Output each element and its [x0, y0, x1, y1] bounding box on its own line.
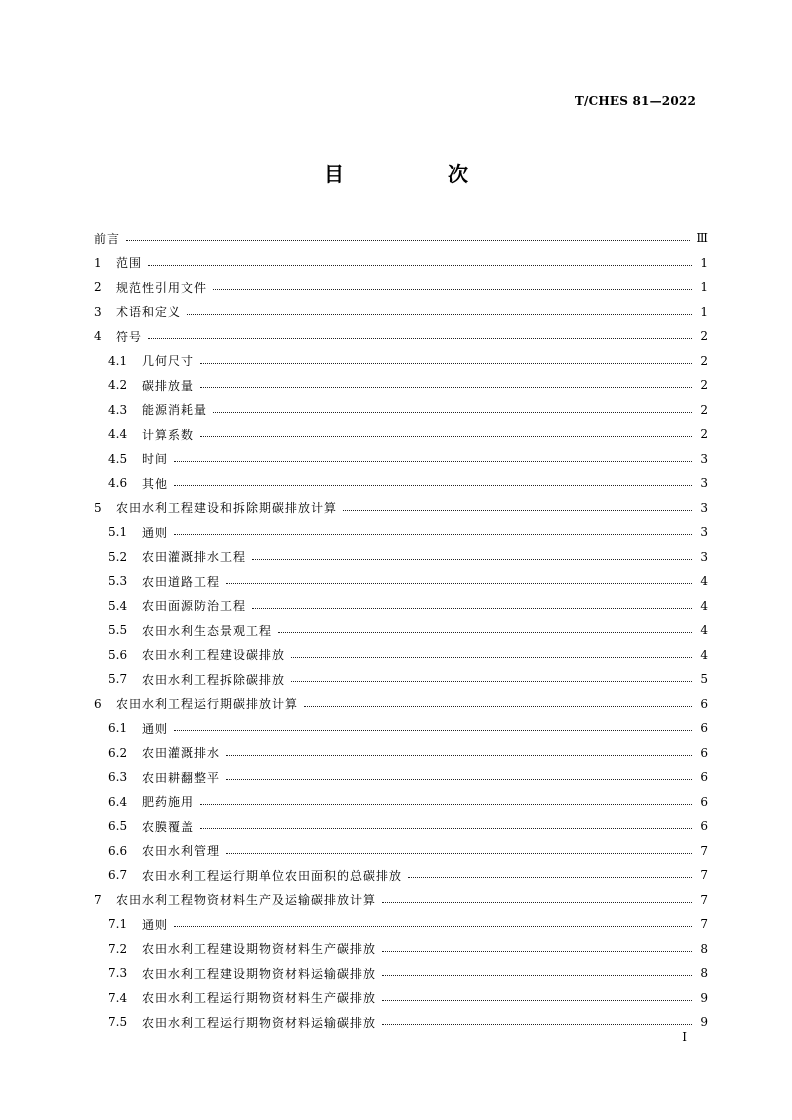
toc-entry[interactable]: [94, 643, 708, 668]
toc-dot-leader: [200, 803, 692, 805]
toc-entry[interactable]: [94, 422, 708, 447]
toc-entry-number: 6.4: [108, 794, 128, 809]
toc-entry-title: 肥药施用: [142, 795, 195, 810]
toc-entry-number: 6.1: [108, 721, 128, 736]
toc-entry-title: 其他: [142, 476, 169, 491]
toc-entry-label: [108, 867, 402, 884]
toc-entry[interactable]: [94, 667, 708, 692]
toc-entry[interactable]: [94, 961, 708, 986]
toc-entry-title: 前言: [94, 231, 121, 246]
toc-entry-number: 6.3: [108, 770, 128, 785]
toc-dot-leader: [382, 999, 692, 1001]
toc-dot-leader: [200, 435, 692, 437]
toc-entry-title: 农田水利工程物资材料生产及运输碳排放计算: [116, 893, 377, 908]
toc-dot-leader: [252, 558, 692, 560]
toc-entry-title: 几何尺寸: [142, 354, 195, 369]
toc-dot-leader: [200, 827, 692, 829]
toc-entry-title: 通则: [142, 917, 169, 932]
toc-entry-page: 7: [700, 843, 708, 858]
toc-dot-leader: [226, 852, 692, 854]
toc-entry-label: [108, 548, 246, 565]
toc-entry-page: 6: [700, 770, 708, 785]
toc-entry[interactable]: [94, 814, 708, 839]
toc-entry-number: 7: [94, 892, 102, 907]
toc-entry[interactable]: [94, 398, 708, 423]
toc-entry-label: [94, 303, 181, 320]
toc-entry[interactable]: [94, 496, 708, 521]
toc-entry-page: 5: [700, 672, 708, 687]
toc-entry-number: 6.7: [108, 868, 128, 883]
toc-entry-number: 2: [94, 280, 102, 295]
toc-entry-number: 5.3: [108, 574, 128, 589]
toc-entry-page: 3: [700, 451, 708, 466]
toc-dot-leader: [226, 754, 692, 756]
toc-entry-page: 4: [700, 623, 708, 638]
toc-entry-title: 农田水利工程运行期物资材料运输碳排放: [142, 1015, 377, 1030]
toc-dot-leader: [226, 778, 692, 780]
toc-dot-leader: [174, 484, 692, 486]
toc-entry-title: 碳排放量: [142, 378, 195, 393]
toc-entry-page: 2: [700, 427, 708, 442]
toc-dot-leader: [278, 631, 692, 633]
toc-entry-number: 5.6: [108, 647, 128, 662]
toc-entry-page: 3: [700, 549, 708, 564]
toc-entry-number: 5: [94, 500, 102, 515]
toc-entry-title: 范围: [116, 256, 143, 271]
toc-entry-number: 7.2: [108, 941, 128, 956]
toc-entry-title: 通则: [142, 721, 169, 736]
toc-entry-label: [108, 769, 220, 786]
toc-entry-label: [94, 499, 337, 516]
toc-entry-label: [108, 916, 168, 933]
toc-entry[interactable]: [94, 373, 708, 398]
toc-entry-number: 6: [94, 696, 102, 711]
toc-dot-leader: [382, 974, 692, 976]
toc-dot-leader: [213, 411, 692, 413]
toc-entry-number: 6.6: [108, 843, 128, 858]
toc-entry-number: 3: [94, 304, 102, 319]
toc-entry[interactable]: [94, 520, 708, 545]
toc-entry-label: [108, 597, 246, 614]
toc-entry[interactable]: [94, 251, 708, 276]
toc-dot-leader: [174, 460, 692, 462]
page-number: I: [682, 1030, 687, 1044]
toc-entry-label: [108, 989, 376, 1006]
toc-entry[interactable]: [94, 986, 708, 1011]
toc-entry-title: 农田水利工程拆除碳排放: [142, 672, 286, 687]
toc-entry-page: 2: [700, 402, 708, 417]
toc-entry-title: 农田水利工程建设期物资材料运输碳排放: [142, 966, 377, 981]
toc-entry-label: [108, 475, 168, 492]
toc-entry-page: Ⅲ: [696, 231, 708, 246]
toc-entry-title: 农田水利工程建设碳排放: [142, 648, 286, 663]
toc-dot-leader: [382, 950, 692, 952]
toc-entry-number: 4.3: [108, 402, 128, 417]
toc-entry-page: 4: [700, 574, 708, 589]
toc-entry-number: 7.3: [108, 966, 128, 981]
toc-entry[interactable]: [94, 618, 708, 643]
toc-entry-number: 5.2: [108, 549, 128, 564]
toc-dot-leader: [200, 386, 692, 388]
toc-entry-title: 农田水利工程运行期物资材料生产碳排放: [142, 991, 377, 1006]
toc-entry-page: 6: [700, 721, 708, 736]
toc-entry-label: [108, 720, 168, 737]
toc-entry[interactable]: [94, 839, 708, 864]
toc-entry-page: 3: [700, 476, 708, 491]
toc-dot-leader: [148, 264, 692, 266]
toc-entry-page: 2: [700, 353, 708, 368]
toc-entry-title: 通则: [142, 525, 169, 540]
toc-entry-page: 6: [700, 819, 708, 834]
toc-dot-leader: [291, 680, 692, 682]
toc-entry[interactable]: [94, 594, 708, 619]
toc-entry[interactable]: [94, 447, 708, 472]
toc-entry-label: [94, 695, 298, 712]
toc-entry[interactable]: [94, 692, 708, 717]
toc-entry[interactable]: [94, 545, 708, 570]
toc-entry-label: [108, 524, 168, 541]
toc-entry-label: [108, 426, 194, 443]
toc-entry-number: 5.5: [108, 623, 128, 638]
toc-entry-page: 4: [700, 598, 708, 613]
toc-dot-leader: [343, 509, 692, 511]
toc-entry[interactable]: [94, 912, 708, 937]
toc-entry-number: 1: [94, 255, 102, 270]
toc-entry-title: 农田水利管理: [142, 844, 221, 859]
toc-entry-label: [108, 573, 220, 590]
toc-entry-label: [94, 279, 207, 296]
toc-entry[interactable]: [94, 790, 708, 815]
toc-entry-label: [108, 646, 285, 663]
toc-entry-number: 4.5: [108, 451, 128, 466]
toc-entry-label: [108, 965, 376, 982]
toc-dot-leader: [291, 656, 692, 658]
toc-entry-title: 农田水利生态景观工程: [142, 623, 273, 638]
toc-entry-page: 6: [700, 696, 708, 711]
toc-entry[interactable]: [94, 226, 708, 251]
toc-dot-leader: [213, 288, 692, 290]
toc-entry-number: 4.1: [108, 353, 128, 368]
toc-entry-number: 5.4: [108, 598, 128, 613]
toc-entry-number: 5.7: [108, 672, 128, 687]
toc-entry-title: 计算系数: [142, 427, 195, 442]
toc-entry-page: 4: [700, 647, 708, 662]
toc-dot-leader: [200, 362, 692, 364]
toc-entry-title: 农田水利工程建设和拆除期碳排放计算: [116, 501, 338, 516]
toc-entry-title: 农田水利工程运行期碳排放计算: [116, 697, 299, 712]
toc-entry-label: [108, 352, 194, 369]
toc-dot-leader: [174, 533, 692, 535]
toc-entry-page: 3: [700, 500, 708, 515]
toc-entry[interactable]: [94, 569, 708, 594]
toc-entry-label: [108, 671, 285, 688]
toc-entry-title: 术语和定义: [116, 305, 182, 320]
toc-entry-page: 8: [700, 966, 708, 981]
toc-entry[interactable]: [94, 741, 708, 766]
toc-entry-label: [108, 377, 194, 394]
toc-entry-page: 3: [700, 525, 708, 540]
toc-entry[interactable]: [94, 937, 708, 962]
toc-entry[interactable]: [94, 716, 708, 741]
toc-entry-title: 时间: [142, 452, 169, 467]
toc-entry-number: 7.1: [108, 917, 128, 932]
toc-entry-number: 7.4: [108, 990, 128, 1005]
toc-entry-page: 8: [700, 941, 708, 956]
toc-entry-title: 农田灌溉排水工程: [142, 550, 247, 565]
toc-entry-title: 规范性引用文件: [116, 280, 208, 295]
toc-entry-page: 1: [700, 280, 708, 295]
page-title: 目 次: [324, 162, 510, 186]
toc-entry-label: [108, 818, 194, 835]
toc-entry-label: [108, 744, 220, 761]
toc-entry[interactable]: [94, 471, 708, 496]
toc-entry-title: 能源消耗量: [142, 403, 208, 418]
toc-entry-page: 9: [700, 1015, 708, 1030]
toc-entry[interactable]: [94, 1010, 708, 1035]
toc-entry-number: 4.6: [108, 476, 128, 491]
toc-entry[interactable]: [94, 349, 708, 374]
toc-entry[interactable]: [94, 765, 708, 790]
toc-entry-number: 4.2: [108, 378, 128, 393]
toc-entry-title: 符号: [116, 329, 143, 344]
toc-entry-label: [108, 450, 168, 467]
toc-entry-title: 农田面源防治工程: [142, 599, 247, 614]
toc-dot-leader: [252, 607, 692, 609]
toc-entry-number: 5.1: [108, 525, 128, 540]
toc-entry-label: [94, 230, 120, 247]
toc-entry-page: 7: [700, 868, 708, 883]
toc-entry-number: 4.4: [108, 427, 128, 442]
toc-entry-page: 6: [700, 745, 708, 760]
toc-entry-number: 6.5: [108, 819, 128, 834]
toc-dot-leader: [304, 705, 692, 707]
toc-entry-number: 6.2: [108, 745, 128, 760]
toc-entry-page: 9: [700, 990, 708, 1005]
toc-entry-page: 6: [700, 794, 708, 809]
toc-entry-label: [108, 793, 194, 810]
toc-dot-leader: [174, 729, 692, 731]
toc-dot-leader: [382, 1023, 692, 1025]
toc-dot-leader: [126, 239, 690, 241]
toc-entry-title: 农田耕翻整平: [142, 770, 221, 785]
toc-entry-label: [108, 622, 272, 639]
toc-entry-number: 4: [94, 329, 102, 344]
toc-entry-page: 7: [700, 917, 708, 932]
toc-entry-page: 2: [700, 378, 708, 393]
toc-dot-leader: [382, 901, 692, 903]
toc-dot-leader: [148, 337, 692, 339]
toc-entry-label: [108, 401, 207, 418]
toc-entry-label: [108, 940, 376, 957]
toc-entry-page: 7: [700, 892, 708, 907]
toc-entry-title: 农膜覆盖: [142, 819, 195, 834]
toc-dot-leader: [174, 925, 692, 927]
toc-entry-label: [108, 1014, 376, 1031]
toc-entry-label: [94, 891, 376, 908]
toc-entry-title: 农田道路工程: [142, 574, 221, 589]
table-of-contents: [94, 226, 708, 1035]
toc-entry-page: 2: [700, 329, 708, 344]
document-code: T/CHES 81—2022: [574, 94, 696, 108]
toc-entry[interactable]: [94, 888, 708, 913]
toc-entry[interactable]: [94, 275, 708, 300]
toc-entry-title: 农田水利工程建设期物资材料生产碳排放: [142, 942, 377, 957]
toc-entry-label: [94, 254, 142, 271]
toc-dot-leader: [226, 582, 692, 584]
toc-entry-title: 农田水利工程运行期单位农田面积的总碳排放: [142, 868, 403, 883]
toc-dot-leader: [187, 313, 692, 315]
toc-dot-leader: [408, 876, 692, 878]
toc-entry-label: [94, 328, 142, 345]
toc-entry-label: [108, 842, 220, 859]
toc-entry[interactable]: [94, 863, 708, 888]
toc-entry-page: 1: [700, 255, 708, 270]
toc-entry[interactable]: [94, 300, 708, 325]
toc-entry-number: 7.5: [108, 1015, 128, 1030]
toc-entry-page: 1: [700, 304, 708, 319]
toc-entry[interactable]: [94, 324, 708, 349]
toc-entry-title: 农田灌溉排水: [142, 746, 221, 761]
